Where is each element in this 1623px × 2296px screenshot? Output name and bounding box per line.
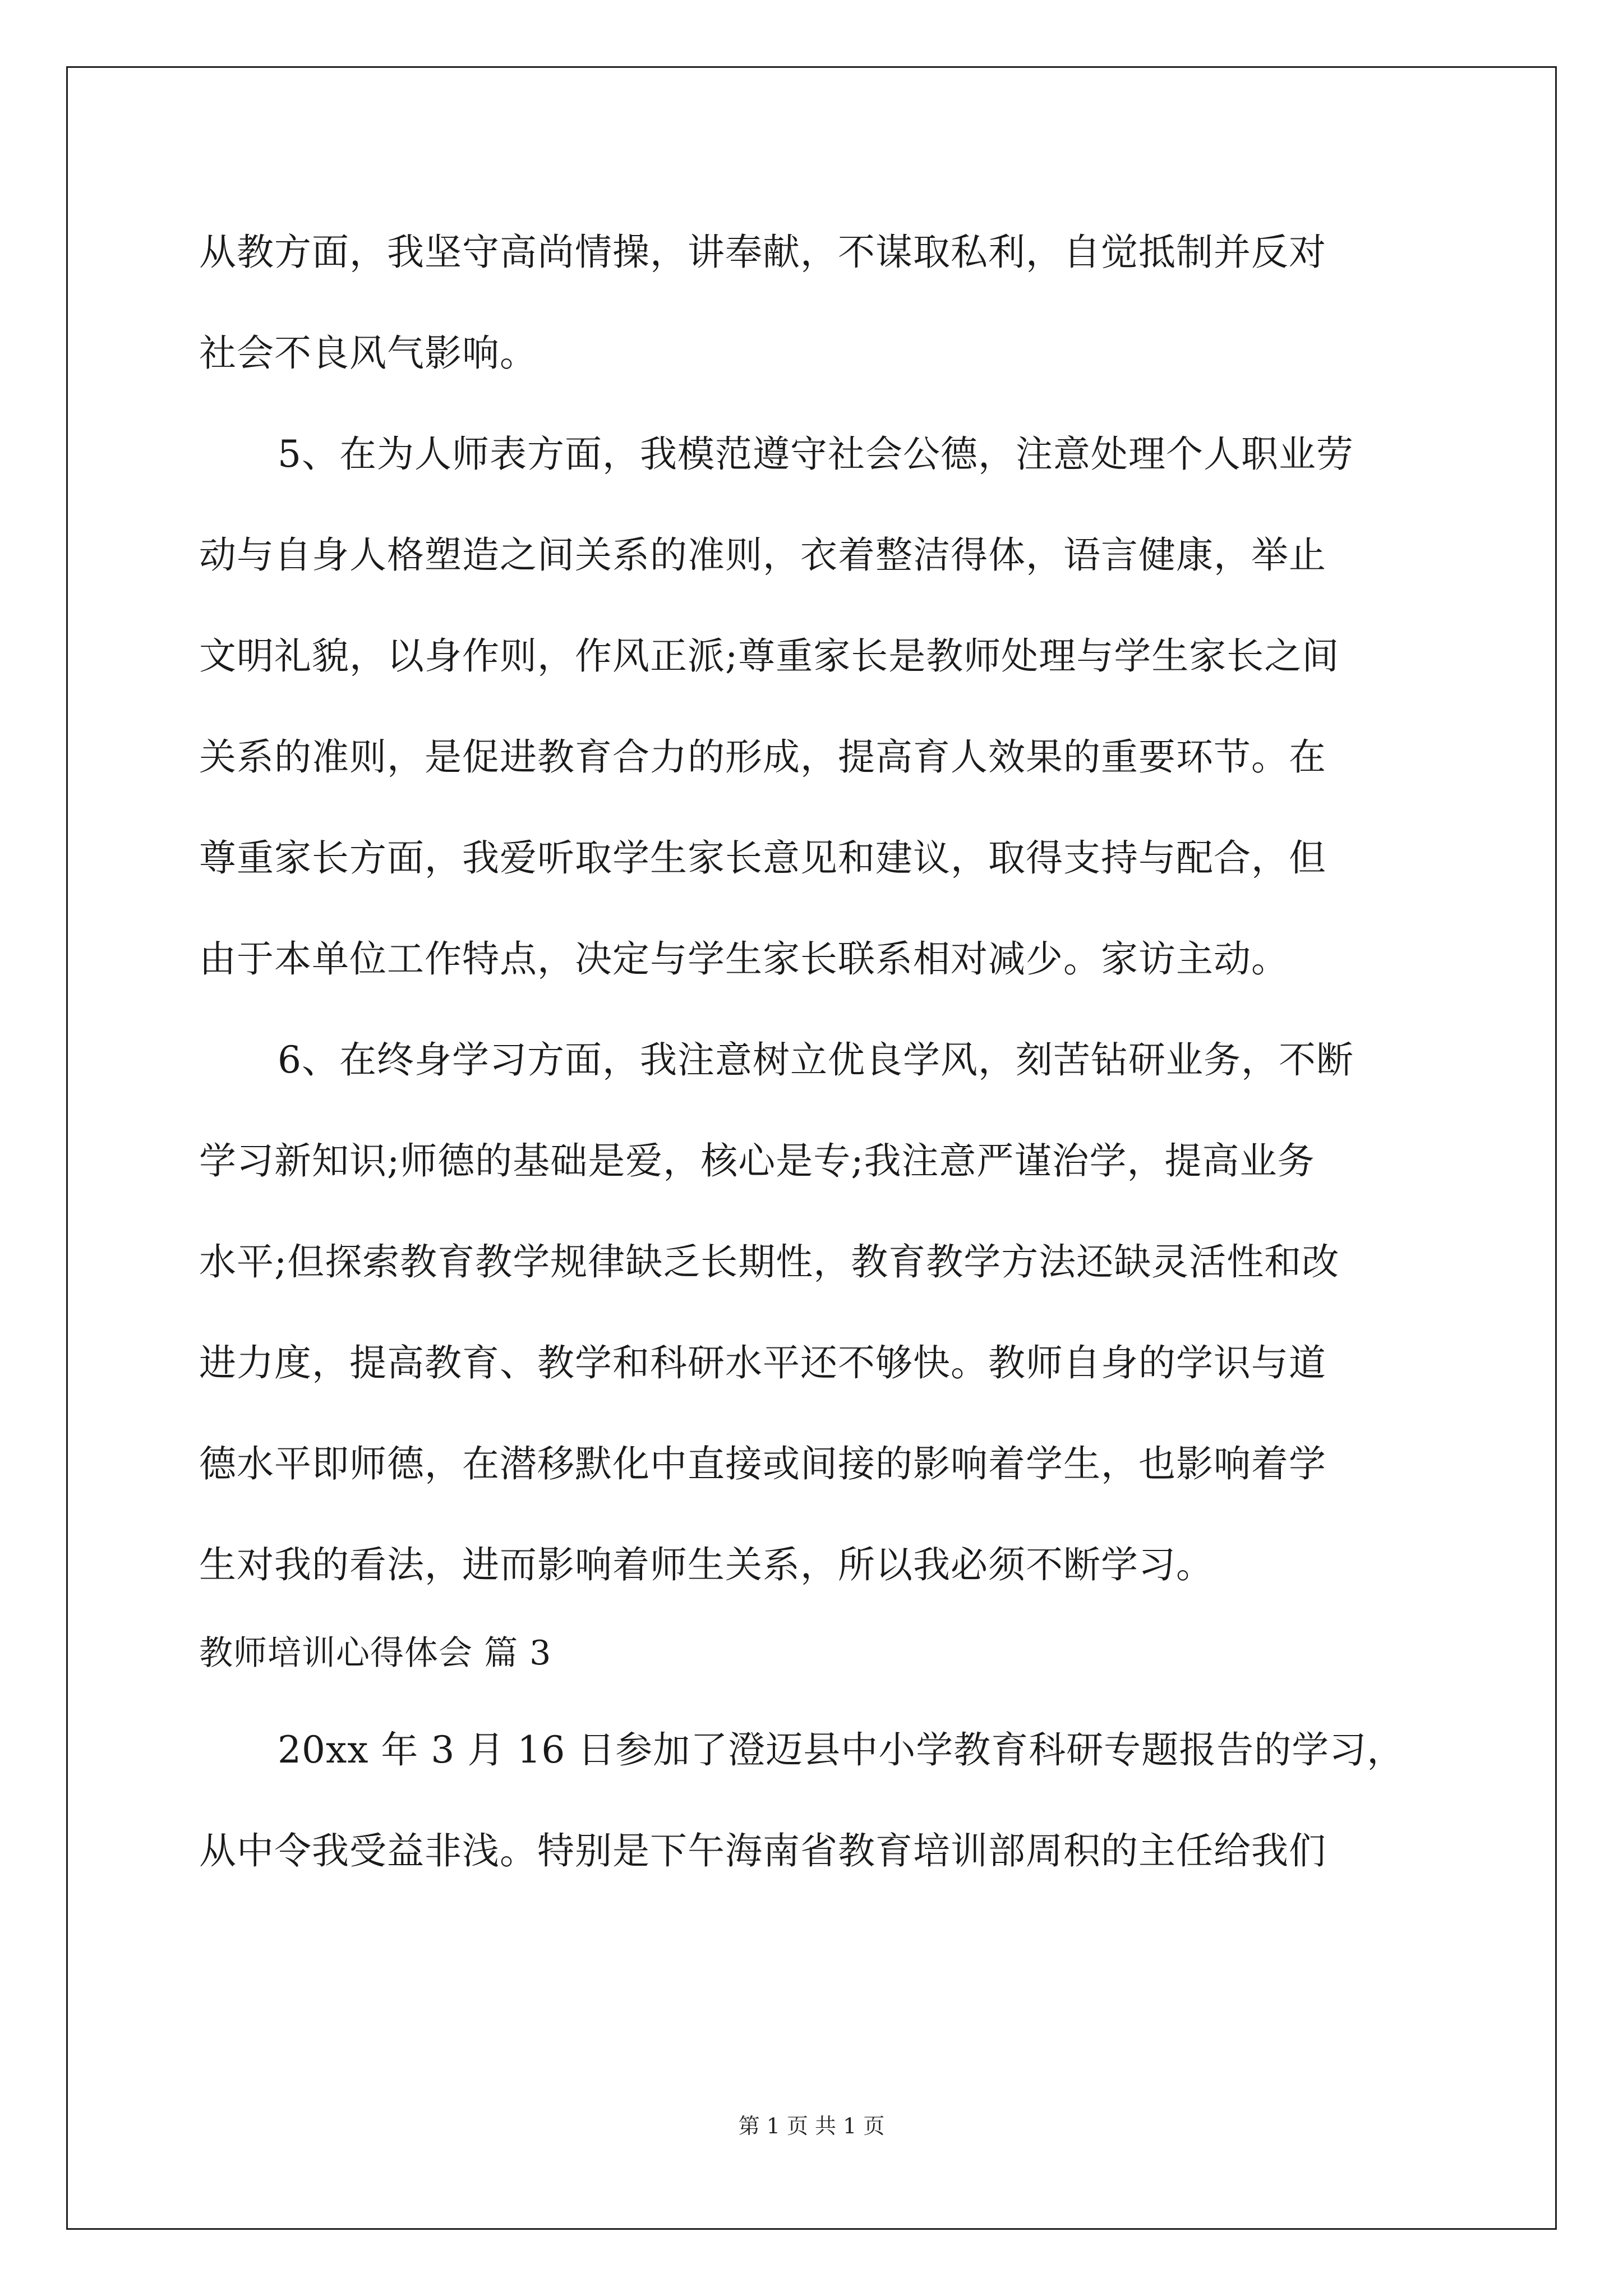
body-text-line: 由于本单位工作特点，决定与学生家长联系相对减少。家访主动。	[199, 937, 1289, 981]
body-text-line: 文明礼貌，以身作则，作风正派;尊重家长是教师处理与学生家长之间	[199, 634, 1340, 678]
body-text-line: 尊重家长方面，我爱听取学生家长意见和建议，取得支持与配合，但	[199, 836, 1326, 880]
body-text-line: 社会不良风气影响。	[199, 332, 537, 375]
body-text-line: 20xx 年 3 月 16 日参加了澄迈县中小学教育科研专题报告的学习，	[278, 1728, 1405, 1772]
body-text-line: 学习新知识;师德的基础是爱，核心是专;我注意严谨治学，提高业务	[199, 1139, 1315, 1182]
body-text-line: 生对我的看法，进而影响着师生关系，所以我必须不断学习。	[199, 1543, 1214, 1586]
body-text-line: 关系的准则，是促进教育合力的形成，提高育人效果的重要环节。在	[199, 735, 1326, 779]
body-text-line: 从教方面，我坚守高尚情操，讲奉献，不谋取私利，自觉抵制并反对	[199, 231, 1326, 274]
body-text-line: 从中令我受益非浅。特别是下午海南省教育培训部周积的主任给我们	[199, 1829, 1326, 1872]
body-text-line: 水平;但探索教育教学规律缺乏长期性，教育教学方法还缺灵活性和改	[199, 1240, 1340, 1283]
body-text-line: 5、在为人师表方面，我模范遵守社会公德，注意处理个人职业劳	[278, 432, 1354, 476]
body-text-line: 6、在终身学习方面，我注意树立优良学风，刻苦钻研业务，不断	[278, 1038, 1354, 1082]
body-text-line: 德水平即师德，在潜移默化中直接或间接的影响着学生，也影响着学	[199, 1442, 1326, 1485]
body-text-line: 动与自身人格塑造之间关系的准则，衣着整洁得体，语言健康，举止	[199, 533, 1326, 577]
page-number-footer: 第 1 页 共 1 页	[738, 2114, 885, 2138]
body-text-line: 进力度，提高教育、教学和科研水平还不够快。教师自身的学识与道	[199, 1341, 1326, 1384]
section-heading: 教师培训心得体会 篇 3	[199, 1634, 552, 1673]
